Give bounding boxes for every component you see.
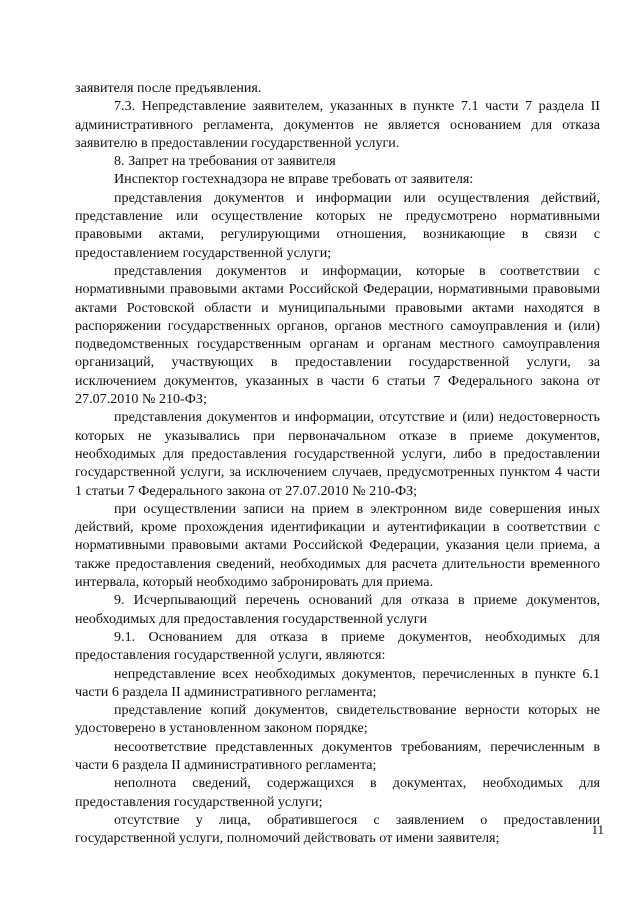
list-item: отсутствие у лица, обратившегося с заявлением о предоставлении государственной услуги, полномочий действовать от имени заявителя;: [75, 811, 600, 847]
list-item: несоответствие представленных документов требованиям, перечисленным в части 6 раздела II административного регламента;: [75, 738, 600, 773]
section-heading: 8. Запрет на требования от заявителя: [114, 153, 336, 170]
document-body: [75, 79, 600, 847]
page-number: 11: [591, 822, 604, 837]
list-item: представления документов и информации, которые в соответствии с нормативными правовыми актами Российской Федерации, нормативными правовыми актами Ростовской области и муниципальными правовыми актами находятся в распоряжении государственных органов, органов местного самоуправления и (или) подведомственных государственным органам и органам местного самоуправления организаций, участвующих в предоставлении государственной услуги, за исключением документов, указанных в части 6 статьи 7 Федерального закона от 27.07.2010 № 210-ФЗ;: [75, 262, 600, 408]
paragraph: Инспектор гостехнадзора не вправе требовать от заявителя:: [114, 171, 474, 188]
list-item: при осуществлении записи на прием в электронном виде совершения иных действий, кроме прохождения идентификации и аутентификации в соответствии с нормативными правовыми актами Российской Федерации, указания цели приема, а также предоставления сведений, необходимых для расчета длительности временного интервала, который необходимо забронировать для приема.: [75, 500, 600, 591]
section-heading: 9. Исчерпывающий перечень оснований для отказа в приеме документов, необходимых для предоставления государственной услуги: [75, 592, 600, 627]
list-item: непредставление всех необходимых документов, перечисленных в пункте 6.1 части 6 раздела II административного регламента;: [75, 665, 600, 700]
list-item: неполнота сведений, содержащихся в документах, необходимых для предоставления государственной услуги;: [75, 775, 600, 810]
list-item: представление копий документов, свидетельствование верности которых не удостоверено в установленном законом порядке;: [75, 702, 600, 737]
paragraph: 9.1. Основанием для отказа в приеме документов, необходимых для предоставления государственной услуги, являются:: [75, 628, 600, 664]
paragraph: заявителя после предъявления.: [75, 80, 262, 96]
list-item: представления документов и информации, отсутствие и (или) недостоверность которых не указывались при первоначальном отказе в приеме документов, необходимых для предоставления государственной услуги, либо в предоставлении государственной услуги, за исключением случаев, предусмотренных пунктом 4 части 1 статьи 7 Федерального закона от 27.07.2010 № 210-ФЗ;: [75, 409, 600, 499]
paragraph: 7.3. Непредставление заявителем, указанных в пункте 7.1 части 7 раздела II административного регламента, документов не является основанием для отказа заявителю в предоставлении государственной услуги.: [75, 98, 600, 151]
list-item: представления документов и информации или осуществления действий, представление или осуществление которых не предусмотрено нормативными правовыми актами, регулирующими отношения, возникающие в связи с предоставлением государственной услуги;: [75, 189, 600, 261]
